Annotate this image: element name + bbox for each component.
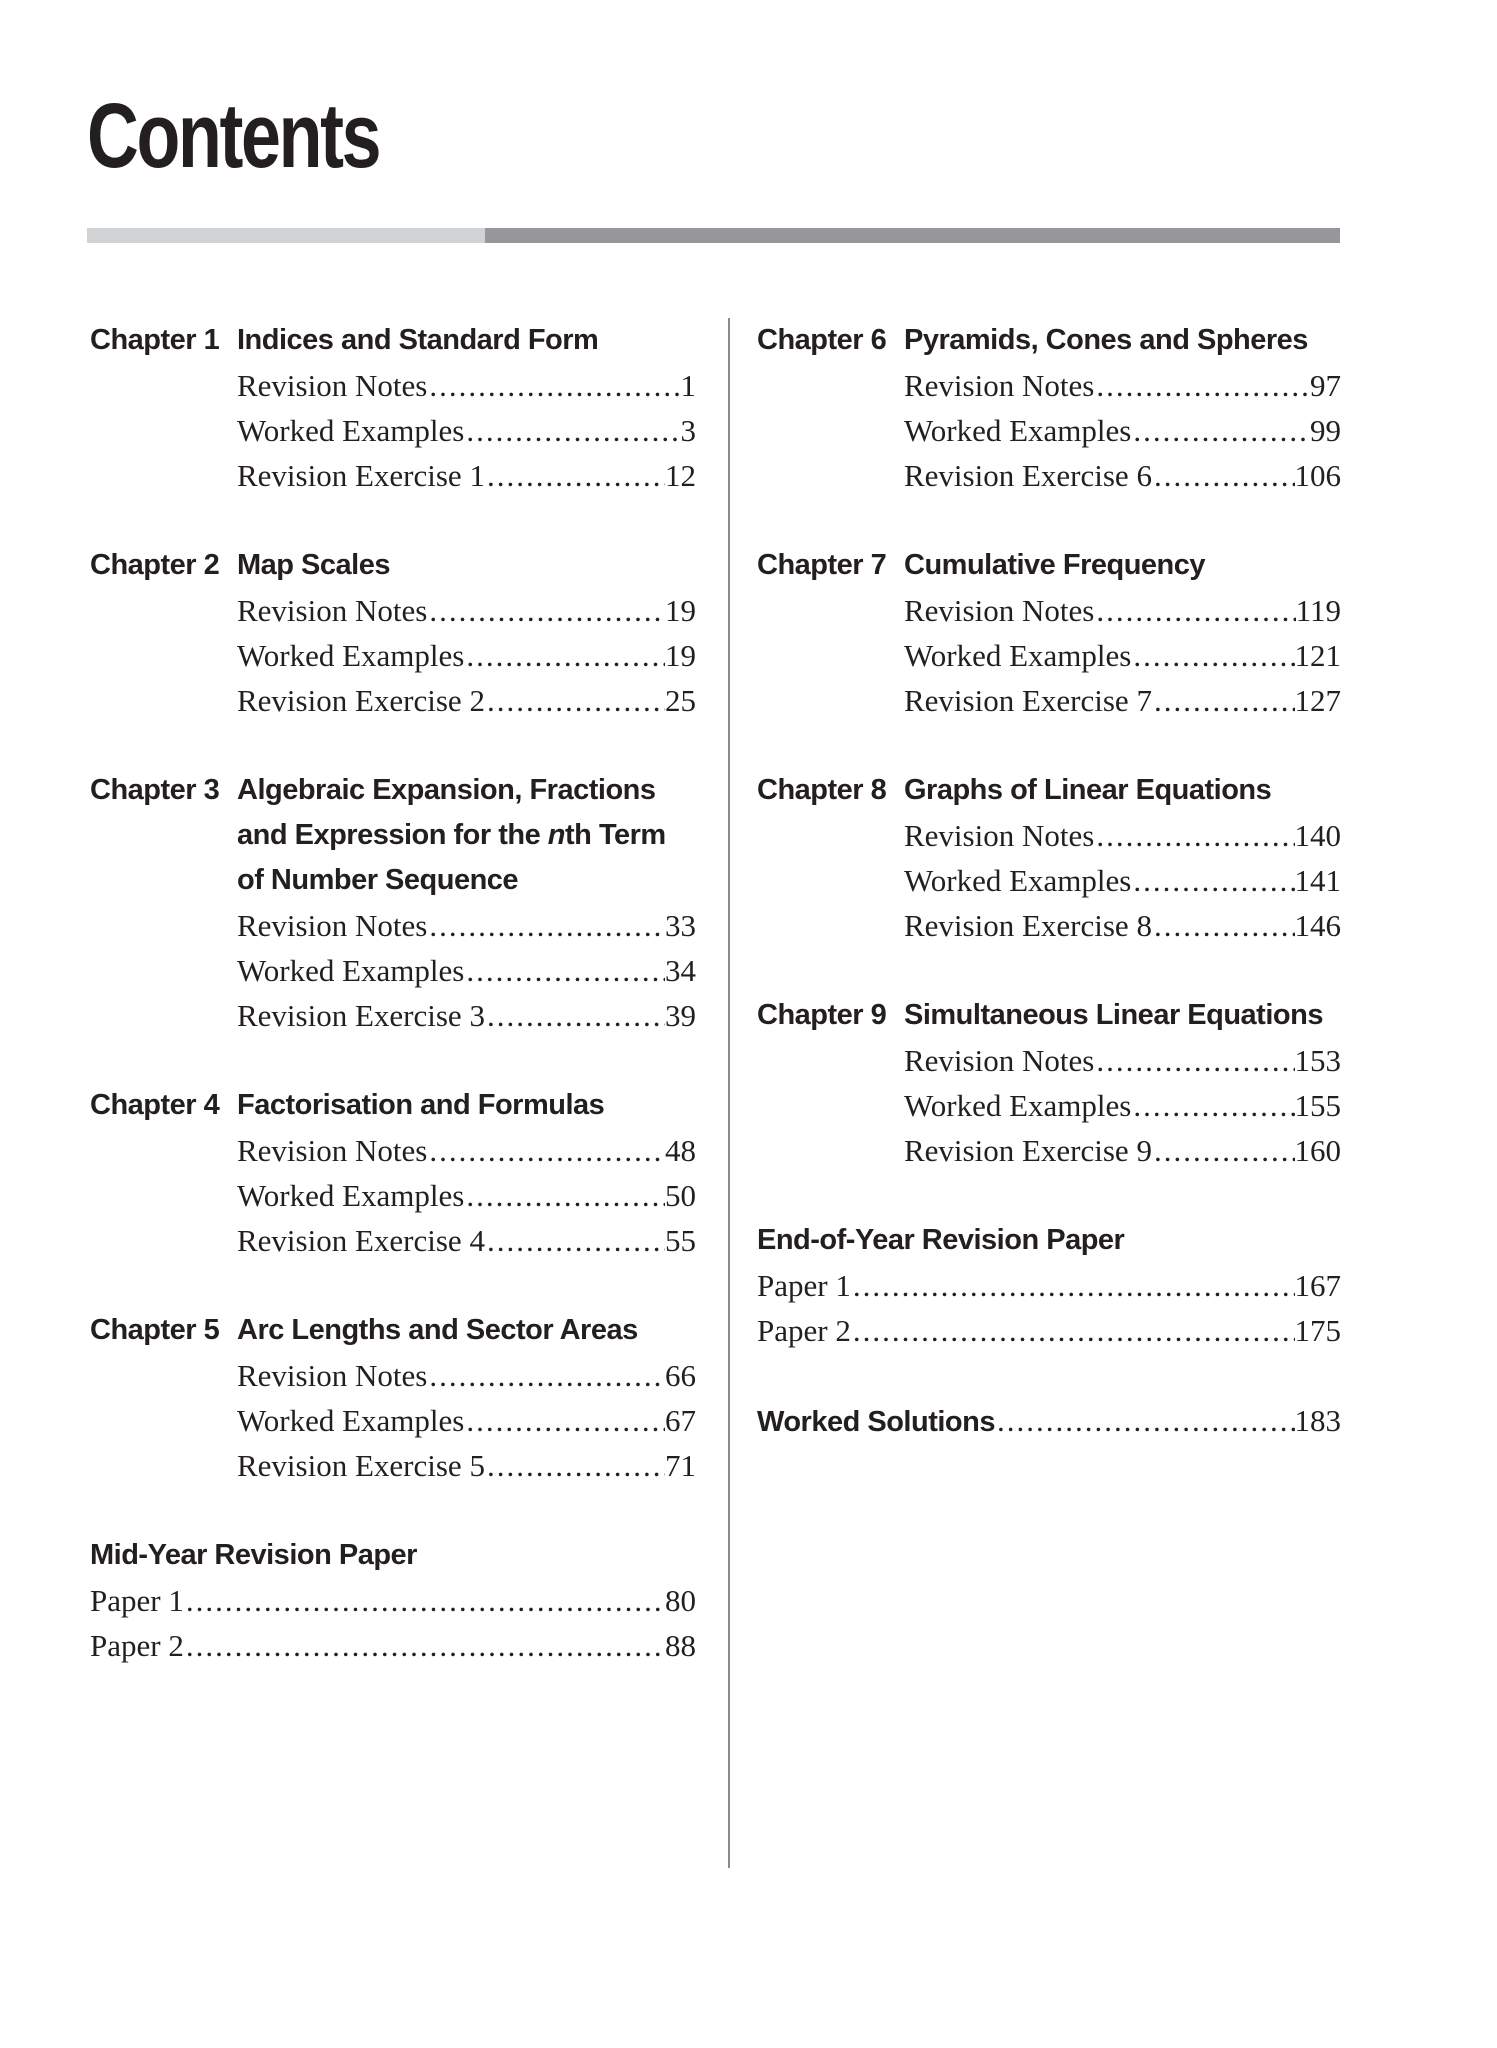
toc-entry xyxy=(757,1398,1341,1445)
page-number: 106 xyxy=(1294,458,1341,493)
entry-title: Worked Solutions xyxy=(757,1406,995,1438)
toc-entry xyxy=(237,1173,696,1218)
dot-leader xyxy=(1094,813,1294,858)
toc-column-right xyxy=(757,318,1341,1445)
chapter-title xyxy=(904,543,1341,588)
toc-entry xyxy=(757,1308,1341,1353)
chapter-section-2 xyxy=(90,543,696,723)
page-number: 183 xyxy=(1294,1403,1341,1438)
dot-leader xyxy=(427,903,665,948)
entry-title: Revision Exercise 8 xyxy=(904,908,1152,943)
entry-title: Revision Exercise 7 xyxy=(904,683,1152,718)
title-rule-left-segment xyxy=(87,228,485,243)
chapter-title-text: Algebraic Expansion, Fractions xyxy=(237,774,656,806)
section-heading: End-of-Year Revision Paper xyxy=(757,1224,1125,1256)
entry-title: Revision Notes xyxy=(237,1358,428,1393)
page-number: 88 xyxy=(665,1628,696,1663)
entry-title: Revision Exercise 3 xyxy=(237,998,485,1033)
dot-leader xyxy=(851,1263,1295,1308)
entry-title: Worked Examples xyxy=(237,413,465,448)
chapter-title xyxy=(237,543,696,588)
dot-leader xyxy=(485,1218,665,1263)
dot-leader xyxy=(1131,1083,1294,1128)
chapter-label: Chapter 4 xyxy=(90,1089,220,1121)
toc-entry xyxy=(237,678,696,723)
page-number: 97 xyxy=(1310,368,1341,403)
toc-entry xyxy=(237,1443,696,1488)
dot-leader xyxy=(464,408,680,453)
chapter-body xyxy=(904,318,1341,498)
toc-column-left xyxy=(90,318,696,1713)
dot-leader xyxy=(1094,1038,1294,1083)
entry-title: Paper 2 xyxy=(757,1313,851,1348)
chapter-title xyxy=(904,318,1341,363)
chapter-body xyxy=(237,318,696,498)
chapter-section-3 xyxy=(90,768,696,1038)
chapter-body xyxy=(904,543,1341,723)
chapter-title-text: of Number Sequence xyxy=(237,864,519,896)
chapter-title-text: Pyramids, Cones and Spheres xyxy=(904,324,1308,356)
chapter-body xyxy=(237,1308,696,1488)
chapter-body xyxy=(237,1083,696,1263)
page-number: 127 xyxy=(1294,683,1341,718)
toc-entry xyxy=(904,588,1341,633)
page-number: 121 xyxy=(1294,638,1341,673)
entry-title: Paper 2 xyxy=(90,1628,184,1663)
chapter-label: Chapter 2 xyxy=(90,549,220,581)
chapter-body xyxy=(237,768,696,1038)
page-number: 67 xyxy=(665,1403,696,1438)
toc-entry xyxy=(90,1623,696,1668)
chapter-title-text: th Term xyxy=(565,819,666,851)
chapter-label: Chapter 7 xyxy=(757,549,887,581)
toc-entry xyxy=(904,903,1341,948)
entry-title: Worked Examples xyxy=(904,638,1132,673)
dot-leader xyxy=(427,588,665,633)
toc-entry xyxy=(904,858,1341,903)
chapter-label: Chapter 5 xyxy=(90,1314,220,1346)
dot-leader xyxy=(1094,363,1310,408)
toc-entry xyxy=(237,408,696,453)
dot-leader xyxy=(851,1308,1295,1353)
chapter-title-text: Indices and Standard Form xyxy=(237,324,599,356)
chapter-section-4 xyxy=(90,1083,696,1263)
entry-title: Revision Exercise 4 xyxy=(237,1223,485,1258)
dot-leader xyxy=(1131,633,1294,678)
chapter-section-5 xyxy=(90,1308,696,1488)
toc-entry xyxy=(237,948,696,993)
page-number: 153 xyxy=(1294,1043,1341,1078)
chapter-title-text: and Expression for the xyxy=(237,819,548,851)
chapter-title-text: Graphs of Linear Equations xyxy=(904,774,1272,806)
chapter-section-7 xyxy=(757,543,1341,723)
entry-title: Revision Notes xyxy=(237,368,428,403)
chapter-title-italic-term: n xyxy=(547,819,566,851)
entry-title: Worked Examples xyxy=(237,953,465,988)
page-number: 55 xyxy=(665,1223,696,1258)
entry-title: Paper 1 xyxy=(90,1583,184,1618)
entry-title: Worked Examples xyxy=(904,413,1132,448)
dot-leader xyxy=(1152,903,1295,948)
chapter-title xyxy=(237,318,696,363)
revision-paper-section xyxy=(90,1533,696,1668)
title-rule-right-segment xyxy=(485,228,1340,243)
toc-entry xyxy=(237,1128,696,1173)
entry-title: Revision Exercise 1 xyxy=(237,458,485,493)
chapter-label: Chapter 8 xyxy=(757,774,887,806)
toc-entry xyxy=(237,1398,696,1443)
chapter-body xyxy=(904,768,1341,948)
dot-leader xyxy=(427,1128,665,1173)
chapter-body xyxy=(904,993,1341,1173)
chapter-section-8 xyxy=(757,768,1341,948)
page-number: 155 xyxy=(1294,1088,1341,1123)
page-number: 66 xyxy=(665,1358,696,1393)
dot-leader xyxy=(1131,858,1294,903)
entry-title: Revision Notes xyxy=(904,818,1095,853)
chapter-section-1 xyxy=(90,318,696,498)
dot-leader xyxy=(464,1173,665,1218)
page-number: 50 xyxy=(665,1178,696,1213)
dot-leader xyxy=(464,948,665,993)
entry-title: Revision Notes xyxy=(237,908,428,943)
chapter-section-6 xyxy=(757,318,1341,498)
chapter-label: Chapter 6 xyxy=(757,324,887,356)
toc-entry xyxy=(237,588,696,633)
toc-entry xyxy=(904,678,1341,723)
toc-entry xyxy=(904,363,1341,408)
page-number: 19 xyxy=(665,638,696,673)
column-divider xyxy=(728,318,730,1868)
page-number: 160 xyxy=(1294,1133,1341,1168)
page-number: 71 xyxy=(665,1448,696,1483)
toc-entry xyxy=(237,903,696,948)
entry-title: Revision Exercise 6 xyxy=(904,458,1152,493)
page-number: 141 xyxy=(1294,863,1341,898)
chapter-title-text: Simultaneous Linear Equations xyxy=(904,999,1323,1031)
chapter-title-text: Map Scales xyxy=(237,549,390,581)
entry-title: Worked Examples xyxy=(237,1403,465,1438)
entry-title: Worked Examples xyxy=(237,638,465,673)
page-number: 1 xyxy=(680,368,696,403)
dot-leader xyxy=(427,363,680,408)
toc-entry xyxy=(904,453,1341,498)
page-number: 25 xyxy=(665,683,696,718)
page-number: 33 xyxy=(665,908,696,943)
chapter-title-text: Arc Lengths and Sector Areas xyxy=(237,1314,638,1346)
toc-entry xyxy=(904,1083,1341,1128)
dot-leader xyxy=(427,1353,665,1398)
toc-entry xyxy=(237,993,696,1038)
page-number: 146 xyxy=(1294,908,1341,943)
chapter-title xyxy=(237,1083,696,1128)
toc-entry xyxy=(237,1353,696,1398)
chapter-title xyxy=(904,768,1341,813)
toc-entry xyxy=(904,1038,1341,1083)
page-number: 39 xyxy=(665,998,696,1033)
dot-leader xyxy=(1152,453,1295,498)
chapter-title-text: Factorisation and Formulas xyxy=(237,1089,605,1121)
toc-entry xyxy=(904,633,1341,678)
dot-leader xyxy=(464,1398,665,1443)
dot-leader xyxy=(1152,1128,1295,1173)
toc-entry xyxy=(757,1263,1341,1308)
entry-title: Revision Exercise 5 xyxy=(237,1448,485,1483)
toc-entry xyxy=(237,633,696,678)
section-heading: Mid-Year Revision Paper xyxy=(90,1539,417,1571)
page-number: 19 xyxy=(665,593,696,628)
page-number: 48 xyxy=(665,1133,696,1168)
worked-solutions-section xyxy=(757,1398,1341,1445)
page-title: Contents xyxy=(87,85,380,187)
dot-leader xyxy=(995,1398,1295,1443)
page-number: 175 xyxy=(1294,1313,1341,1348)
entry-title: Revision Exercise 9 xyxy=(904,1133,1152,1168)
toc-entry xyxy=(90,1578,696,1623)
toc-entry xyxy=(237,1218,696,1263)
dot-leader xyxy=(1131,408,1310,453)
page-number: 140 xyxy=(1294,818,1341,853)
chapter-label: Chapter 9 xyxy=(757,999,887,1031)
entry-title: Revision Notes xyxy=(904,368,1095,403)
dot-leader xyxy=(485,1443,665,1488)
toc-entry xyxy=(904,408,1341,453)
chapter-title-text: Cumulative Frequency xyxy=(904,549,1206,581)
dot-leader xyxy=(485,453,665,498)
entry-title: Worked Examples xyxy=(904,863,1132,898)
toc-entry xyxy=(904,813,1341,858)
entry-title: Revision Notes xyxy=(237,1133,428,1168)
chapter-section-9 xyxy=(757,993,1341,1173)
page-number: 3 xyxy=(680,413,696,448)
chapter-body xyxy=(237,543,696,723)
entry-title: Revision Notes xyxy=(237,593,428,628)
dot-leader xyxy=(485,993,665,1038)
page-number: 80 xyxy=(665,1583,696,1618)
title-rule xyxy=(87,228,1340,243)
page-number: 119 xyxy=(1295,593,1341,628)
dot-leader xyxy=(184,1623,665,1668)
dot-leader xyxy=(464,633,665,678)
page-number: 167 xyxy=(1294,1268,1341,1303)
dot-leader xyxy=(1152,678,1295,723)
chapter-label: Chapter 1 xyxy=(90,324,220,356)
page-number: 34 xyxy=(665,953,696,988)
toc-entry xyxy=(237,363,696,408)
chapter-title xyxy=(237,768,696,903)
toc-entry xyxy=(904,1128,1341,1173)
page-number: 99 xyxy=(1310,413,1341,448)
dot-leader xyxy=(485,678,665,723)
entry-title: Revision Notes xyxy=(904,593,1095,628)
toc-entry xyxy=(237,453,696,498)
entry-title: Worked Examples xyxy=(237,1178,465,1213)
entry-title: Worked Examples xyxy=(904,1088,1132,1123)
dot-leader xyxy=(1094,588,1295,633)
chapter-label: Chapter 3 xyxy=(90,774,220,806)
dot-leader xyxy=(184,1578,665,1623)
entry-title: Revision Notes xyxy=(904,1043,1095,1078)
entry-title: Paper 1 xyxy=(757,1268,851,1303)
chapter-title xyxy=(237,1308,696,1353)
revision-paper-section xyxy=(757,1218,1341,1353)
page-number: 12 xyxy=(665,458,696,493)
chapter-title xyxy=(904,993,1341,1038)
entry-title: Revision Exercise 2 xyxy=(237,683,485,718)
